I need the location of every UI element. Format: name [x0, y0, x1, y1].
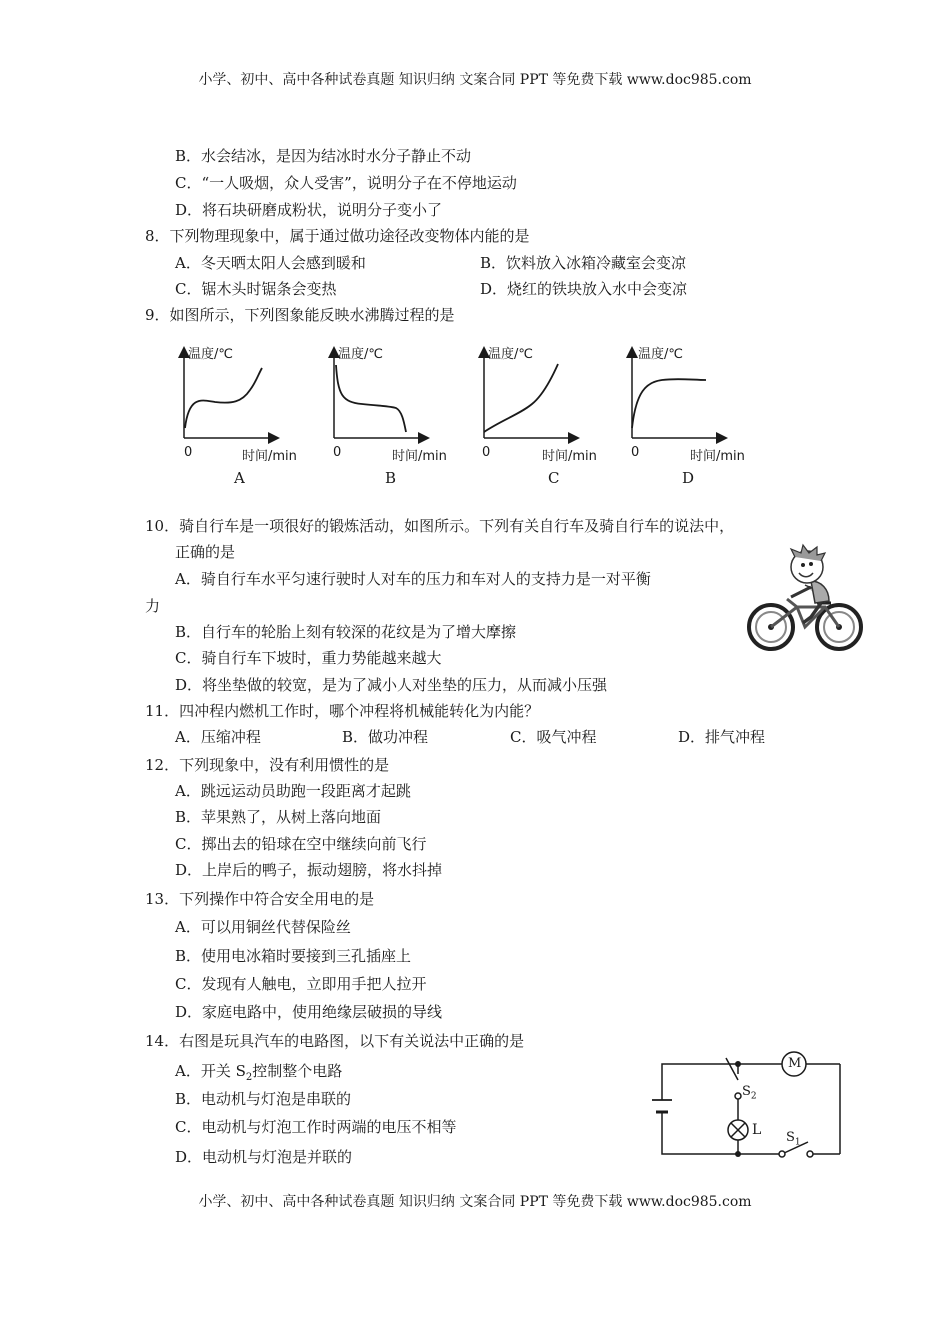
q9-stem: 9．如图所示，下列图象能反映水沸腾过程的是 [145, 306, 455, 324]
q10-stem-line2: 正确的是 [175, 543, 236, 561]
graph-d-caption: D [682, 469, 695, 487]
q8-option-c: C．锯木头时锯条会变热 [175, 280, 337, 298]
q12-option-d: D．上岸后的鸭子，振动翅膀，将水抖掉 [175, 861, 443, 879]
q13-option-a: A．可以用铜丝代替保险丝 [175, 918, 351, 936]
graph-a-xlabel: 时间/min [242, 449, 297, 464]
graph-c-curve [484, 364, 558, 432]
graph-a-ylabel: 温度/℃ [188, 347, 233, 362]
q8-option-b: B．饮料放入冰箱冷藏室会变凉 [480, 254, 687, 272]
page-footer: 小学、初中、高中各种试卷真题 知识归纳 文案合同 PPT 等免费下载 www.doc985.com [198, 1194, 752, 1210]
q8-option-a: A．冬天晒太阳人会感到暖和 [175, 254, 366, 272]
q14-option-a: A．开关 $S_2$控制整个电路 [175, 1062, 343, 1083]
bicycle-rider-illustration [745, 545, 865, 655]
q10-option-c: C．骑自行车下坡时，重力势能越来越大 [175, 649, 442, 667]
q11-stem: 11．四冲程内燃机工作时，哪个冲程将机械能转化为内能？ [145, 702, 540, 720]
q10-option-a-cont: 力 [145, 597, 161, 615]
switch-s2-label: $S_2$ [742, 1084, 757, 1102]
graph-b-caption: B [385, 469, 397, 487]
graph-d-origin: 0 [631, 445, 640, 460]
q11-option-a: A．压缩冲程 [175, 728, 261, 746]
q13-stem: 13．下列操作中符合安全用电的是 [145, 890, 375, 908]
q7-option-c: C．“一人吸烟，众人受害”，说明分子在不停地运动 [175, 174, 517, 192]
q13-option-c: C．发现有人触电，立即用手把人拉开 [175, 975, 427, 993]
graph-c-caption: C [548, 469, 560, 487]
graph-b-xlabel: 时间/min [392, 449, 447, 464]
graph-a-caption: A [234, 469, 245, 487]
graph-c-origin: 0 [482, 445, 491, 460]
graph-b-origin: 0 [333, 445, 342, 460]
q13-option-b: B．使用电冰箱时要接到三孔插座上 [175, 947, 412, 965]
switch-s1-label: $S_1$ [786, 1130, 801, 1148]
q11-option-b: B．做功冲程 [342, 728, 429, 746]
q14-option-b: B．电动机与灯泡是串联的 [175, 1090, 352, 1108]
q14-option-c: C．电动机与灯泡工作时两端的电压不相等 [175, 1118, 457, 1136]
graph-d-xlabel: 时间/min [690, 449, 745, 464]
graph-a-origin: 0 [184, 445, 193, 460]
graph-b-ylabel: 温度/℃ [338, 347, 383, 362]
q12-stem: 12．下列现象中，没有利用惯性的是 [145, 756, 390, 774]
graph-c-ylabel: 温度/℃ [488, 347, 533, 362]
page-header: 小学、初中、高中各种试卷真题 知识归纳 文案合同 PPT 等免费下载 www.doc985.com [198, 72, 752, 88]
q14-stem: 14．右图是玩具汽车的电路图，以下有关说法中正确的是 [145, 1032, 525, 1050]
q8-stem: 8．下列物理现象中，属于通过做功途径改变物体内能的是 [145, 227, 530, 245]
q7-option-b: B．水会结冰，是因为结冰时水分子静止不动 [175, 147, 472, 165]
q10-option-d: D．将坐垫做的较宽，是为了减小人对坐垫的压力，从而减小压强 [175, 676, 608, 694]
graph-b-curve [336, 365, 406, 432]
q13-option-d: D．家庭电路中，使用绝缘层破损的导线 [175, 1003, 443, 1021]
q8-option-d: D．烧红的铁块放入水中会变凉 [480, 280, 688, 298]
motor-label: M [788, 1056, 802, 1071]
q12-option-c: C．掷出去的铅球在空中继续向前飞行 [175, 835, 427, 853]
q10-option-b: B．自行车的轮胎上刻有较深的花纹是为了增大摩擦 [175, 623, 517, 641]
graph-d-curve [632, 379, 706, 428]
q11-option-d: D．排气冲程 [678, 728, 766, 746]
q7-option-d: D．将石块研磨成粉状，说明分子变小了 [175, 201, 443, 219]
graph-d-ylabel: 温度/℃ [638, 347, 683, 362]
q10-stem-line1: 10．骑自行车是一项很好的锻炼活动，如图所示。下列有关自行车及骑自行车的说法中， [145, 517, 735, 535]
graph-a-curve [185, 368, 262, 428]
q11-option-c: C．吸气冲程 [510, 728, 597, 746]
q12-option-a: A．跳远运动员助跑一段距离才起跳 [175, 782, 411, 800]
lamp-label: L [752, 1122, 762, 1138]
q14-option-d: D．电动机与灯泡是并联的 [175, 1148, 353, 1166]
graph-c-xlabel: 时间/min [542, 449, 597, 464]
q10-option-a: A．骑自行车水平匀速行驶时人对车的压力和车对人的支持力是一对平衡 [175, 570, 651, 588]
q12-option-b: B．苹果熟了，从树上落向地面 [175, 808, 382, 826]
